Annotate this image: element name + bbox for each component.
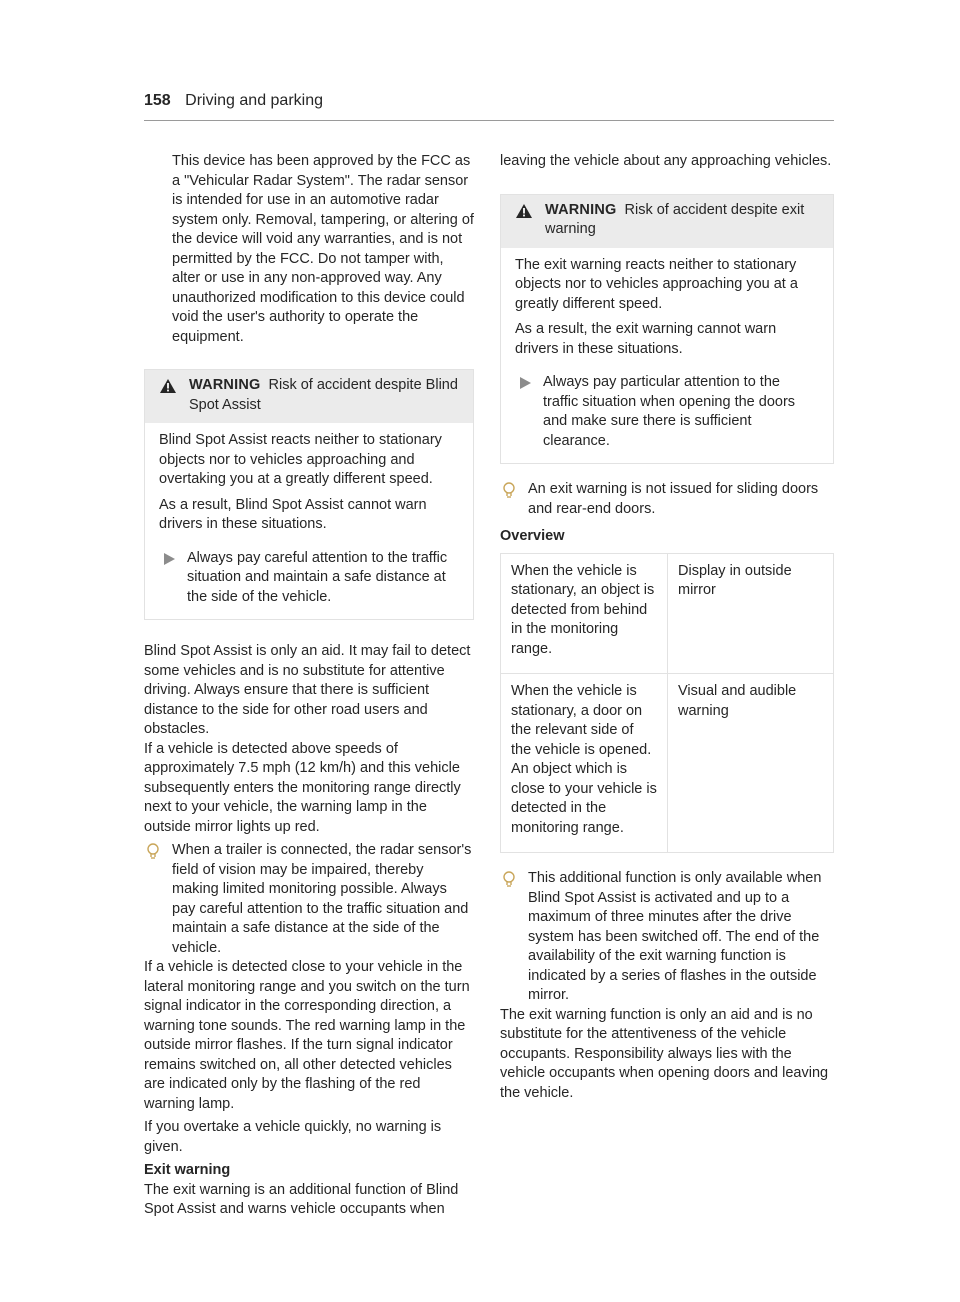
note-text: When a trailer is connected, the radar sensor's field of vision may be impaired, thereby making limited monitoring possible. Always pay careful attention to the traffic situation and maintain a safe distance at the side of the vehicle. bbox=[172, 842, 472, 956]
note-text: An exit warning is not issued for sliding doors and rear-end doors. bbox=[528, 481, 819, 517]
final-paragraph: The exit warning function is only an aid and is no substitute for the attentiveness of the vehicle occupants. Responsibility always lies with the vehicle occupants when opening doors and leaving the vehicle. bbox=[500, 1006, 829, 1101]
warning-label: WARNING bbox=[545, 201, 617, 218]
fcc-statement: This device has been approved by the FCC as a "Vehicular Radar System". The radar sensor is intended for use in an automotive radar system only. Removal, tampering, or altering of the device will void any warranties, and is not permitted by the FCC. Do not tamper with, alter or use in any non-approved way. Any unauthorized modification to this device could void the user's authority to operate the equipment. bbox=[172, 153, 474, 345]
table-cell-condition: When the vehicle is stationary, an object is detected from behind in the monitoring range. bbox=[501, 553, 668, 674]
right-column bbox=[500, 152, 834, 1103]
note-lightbulb-icon bbox=[500, 870, 518, 888]
note-trailer bbox=[144, 841, 474, 958]
paragraph-overtake: If you overtake a vehicle quickly, no warning is given. bbox=[144, 1119, 442, 1155]
overview-table bbox=[500, 553, 834, 854]
note-text: This additional function is only available when Blind Spot Assist is activated and up to a maximum of three minutes after the drive system has been switched off. The end of the availability of the exit warning function is indicated by a series of flashes in the outside mirror. bbox=[528, 870, 822, 1003]
warning-text-1: Blind Spot Assist reacts neither to stationary objects nor to vehicles approaching and overtaking you at a greatly different speed. bbox=[159, 432, 442, 487]
warning-box-blind-spot bbox=[144, 369, 474, 620]
warning-header bbox=[501, 195, 833, 248]
warning-body bbox=[145, 423, 473, 619]
warning-triangle-icon bbox=[159, 378, 177, 394]
note-lightbulb-icon bbox=[144, 842, 162, 860]
overview-heading: Overview bbox=[500, 528, 565, 544]
table-row bbox=[501, 553, 834, 674]
warning-title: Risk of accident despite exit warning bbox=[545, 201, 805, 237]
left-column bbox=[144, 152, 474, 1220]
exit-warning-intro: The exit warning is an additional function of Blind Spot Assist and warns vehicle occupants when bbox=[144, 1181, 459, 1217]
table-row bbox=[501, 674, 834, 853]
warning-box-exit bbox=[500, 194, 834, 465]
page-number: 158 bbox=[144, 92, 171, 109]
warning-text-2: As a result, Blind Spot Assist cannot warn drivers in these situations. bbox=[159, 496, 427, 532]
exit-warning-heading: Exit warning bbox=[144, 1162, 231, 1178]
note-lightbulb-icon bbox=[500, 481, 518, 499]
warning-triangle-icon bbox=[515, 203, 533, 219]
section-title: Driving and parking bbox=[185, 92, 324, 109]
instruction-arrow-icon bbox=[161, 551, 177, 567]
warning-header bbox=[145, 370, 473, 423]
note-availability bbox=[500, 869, 834, 1006]
instruction-step bbox=[515, 373, 819, 451]
table-cell-condition: When the vehicle is stationary, a door on the relevant side of the vehicle is opened. An object which is close to your vehicle is detected in the monitoring range. bbox=[501, 674, 668, 853]
instruction-text: Always pay particular attention to the traffic situation when opening the doors and make sure there is sufficient clearance. bbox=[543, 374, 796, 449]
warning-label: WARNING bbox=[189, 377, 261, 393]
instruction-step bbox=[159, 549, 459, 608]
paragraph-turn-signal: If a vehicle is detected close to your vehicle in the lateral monitoring range and you switch on the turn signal indicator in the corresponding direction, a warning tone sounds. The red warning lamp in the outside mirror flashes. If the turn signal indicator remains switched on, all other detected vehicles are indicated only by the flashing of the red warning lamp. bbox=[144, 959, 470, 1112]
warning-text-1: The exit warning reacts neither to stationary objects nor to vehicles approaching you at a greatly different speed. bbox=[515, 256, 798, 312]
table-cell-result: Visual and audible warning bbox=[668, 674, 834, 853]
warning-text-2: As a result, the exit warning cannot warn drivers in these situations. bbox=[515, 321, 777, 357]
instruction-text: Always pay careful attention to the traffic situation and maintain a safe distance at the side of the vehicle. bbox=[187, 549, 448, 605]
instruction-arrow-icon bbox=[517, 375, 533, 391]
warning-title: Risk of accident despite Blind Spot Assist bbox=[189, 377, 458, 413]
table-cell-result: Display in outside mirror bbox=[668, 553, 834, 674]
page-header bbox=[144, 92, 834, 121]
warning-body bbox=[501, 248, 833, 464]
note-sliding-doors bbox=[500, 480, 834, 519]
paragraph-detection: If a vehicle is detected above speeds of approximately 7.5 mph (12 km/h) and this vehicle subsequently enters the monitoring range directly next to your vehicle, the warning lamp in the outside mirror lights up red. bbox=[144, 740, 461, 835]
continued-text: leaving the vehicle about any approaching vehicles. bbox=[500, 153, 832, 169]
paragraph-aid: Blind Spot Assist is only an aid. It may fail to detect some vehicles and is no substitute for attentive driving. Always ensure that there is sufficient distance to the side for other road users and obstacles. bbox=[144, 643, 471, 737]
